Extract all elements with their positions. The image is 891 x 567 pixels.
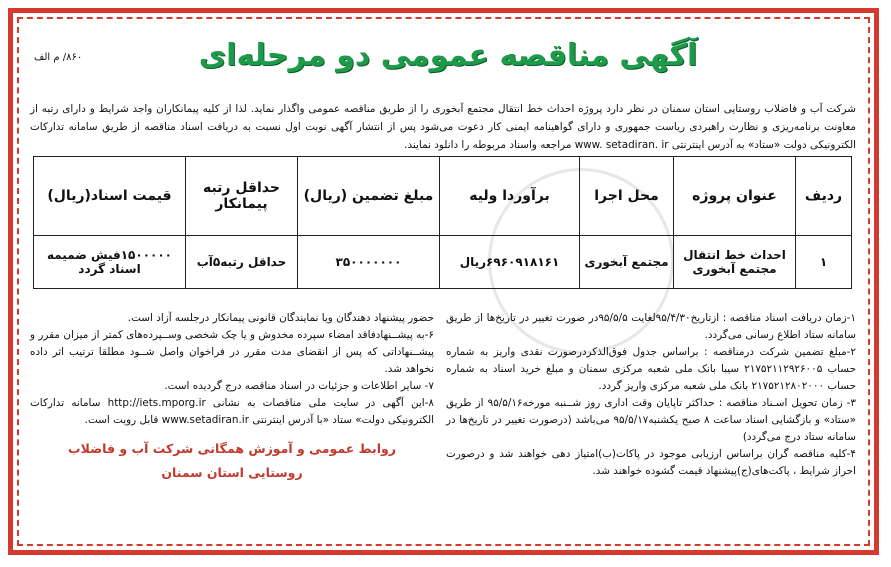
conditions-left-column xyxy=(30,310,434,485)
cell-estimate: ۶۹۶۰۹۱۸۱۶۱ریال xyxy=(440,236,580,289)
header-estimate: برآوردا ولیه xyxy=(440,157,580,236)
cell-location: مجتمع آبخوری xyxy=(580,236,674,289)
condition-item: ۷- سایر اطلاعات و جزئیات در اسناد مناقصه درج گردیده است. xyxy=(164,380,434,392)
advertisement xyxy=(28,28,860,540)
tender-table xyxy=(33,156,852,289)
condition-item: ۲-مبلغ تضمین شرکت درمناقصه : براساس جدول فوق‌الذکردرصورت نقدی واریز به شماره حساب ۲۱۷۵۲۱۱۲۹۲۶۰۰۵ سیبا بانک ملی شعبه مرکزی سمنان و مبلغ خرید اسناد به شماره حساب ۲۱۷۵۲۱۲۸۰۲۰۰۰ بانک ملی شعبه مرکزی واریز گردد. xyxy=(446,346,856,392)
table-header-row xyxy=(34,157,852,236)
header-row-number: ردیف xyxy=(796,157,852,236)
intro-paragraph: شرکت آب و فاضلاب روستایی استان سمنان در نظر دارد پروژه احداث خط انتقال مجتمع آبخوری را از طریق مناقصه عمومی واگذار نماید. لذا از کلیه پیمانکاران واجد شرایط و دارای رتبه از معاونت برنامه‌ریزی و نظارت راهبردی ریاست جمهوری و دارای گواهینامه ایمنی کار دعوت می‌شود پس از انتشار آگهی نوبت اول نسبت به دریافت اسناد مناقصه از طریق سامانه تدارکات الکترونیکی دولت «ستاد» به آدرس اینترنتی www. setadiran. ir مراجعه واسناد مربوطه را دانلود نمایند. xyxy=(30,103,856,151)
header-min-rank: حداقل رتبه پیمانکار xyxy=(186,157,298,236)
table-row xyxy=(34,236,852,289)
reference-number: ۸۶۰/ م الف xyxy=(34,52,83,63)
header-doc-price: قیمت اسناد(ریال) xyxy=(34,157,186,236)
cell-min-rank: حداقل رتبه۵آب xyxy=(186,236,298,289)
conditions-section xyxy=(30,310,856,520)
condition-item: ۶-به پیشــنهادفاقد امضاء سپرده مخدوش و یا چک شخصی وســپرده‌های کمتر از میزان مقرر و پیشــنهاداتی که پس از انقضای مدت مقرر در فراخوان واصل شــود مطلقا ترتیب اثر داده نخواهد شد. xyxy=(30,329,434,375)
signature-line: روستایی استان سمنان xyxy=(161,465,303,480)
cell-row-number: ۱ xyxy=(796,236,852,289)
header-project-title: عنوان پروژه xyxy=(674,157,796,236)
cell-project-title: احداث خط انتقال مجتمع آبخوری xyxy=(674,236,796,289)
header-guarantee: مبلغ تضمین (ریال) xyxy=(298,157,440,236)
cell-guarantee: ۳۵۰۰۰۰۰۰۰ xyxy=(298,236,440,289)
header-location: محل اجرا xyxy=(580,157,674,236)
condition-item: ۳- زمان تحویل اسـناد مناقصه : حداکثر تاپایان وقت اداری روز شــنبه مورخه۹۵/۵/۱۶ از طریق «ستاد» و بازگشایی اسناد ساعت ۸ صبح یکشنبه۹۵/۵/۱۷ می‌باشد (درصورت تغییر در تاریخ‌ها در سامانه ستاد درج می‌گردد) xyxy=(446,397,857,443)
signature-line: روابط عمومی و آموزش همگانی شرکت آب و فاضلاب xyxy=(68,441,396,456)
condition-item: حضور پیشنهاد دهندگان ویا نمایندگان قانونی پیمانکار درجلسه آزاد است. xyxy=(127,312,434,324)
cell-doc-price: ۱۵۰۰۰۰۰فیش ضمیمه اسناد گردد xyxy=(34,236,186,289)
signature-block xyxy=(30,437,434,485)
conditions-right-column xyxy=(446,310,856,480)
condition-item: ۱-زمان دریافت اسناد مناقصه : ازتاریخ۹۵/۴/۳۰لغایت ۹۵/۵/۵در صورت تغییر در تاریخ‌ها از طریق سامانه ستاد اطلاع رسانی می‌گردد. xyxy=(446,312,856,341)
condition-item: ۸-این آگهی در سایت ملی مناقصات به نشانی http://iets.mporg.ir سامانه تدارکات الکترونیکی دولت» ستاد «با آدرس اینترنتی www.setadiran.ir قابل رویت است. xyxy=(30,397,434,426)
condition-item: ۴-کلیه مناقصه گران براساس ارزیابی موجود در پاکات(ب)امتیاز دهی خواهند شد و درصورت احراز شرایط ، پاکت‌های(ج)پیشنهاد قیمت گشوده خواهند شد. xyxy=(446,448,856,477)
ad-title: آگهی مناقصه عمومی دو مرحله‌ای xyxy=(198,38,698,73)
